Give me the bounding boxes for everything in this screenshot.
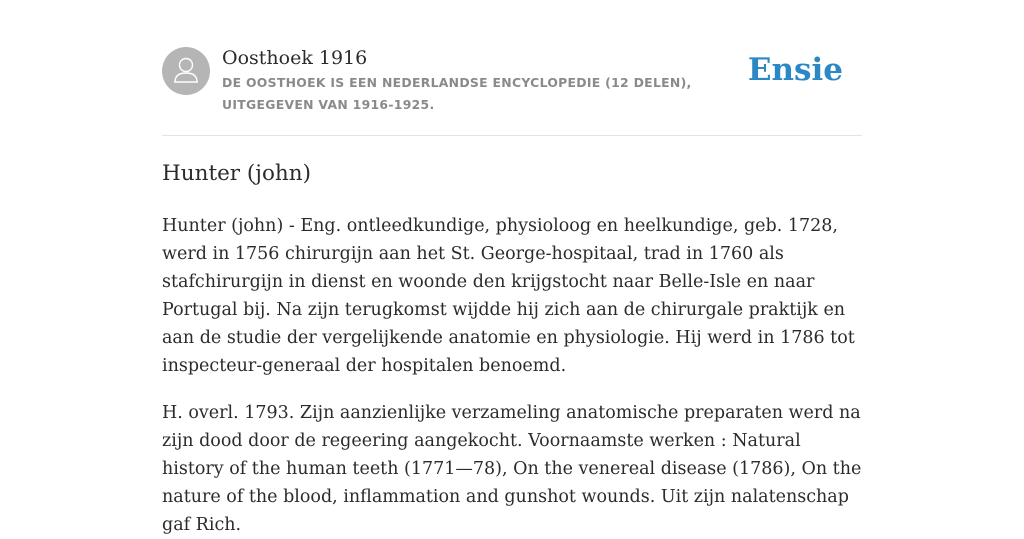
source-description: DE OOSTHOEK IS EEN NEDERLANDSE ENCYCLOPEDIE (12 DELEN), UITGEGEVEN VAN 1916-1925.: [222, 75, 692, 112]
entry-paragraph-2: H. overl. 1793. Zijn aanzienlijke verzameling anatomische preparaten werd na zijn dood door de regeering aangekocht. Voornaamste werken : Natural history of the human teeth (1771—78), On the venereal disease (1786), On the nature of the blood, inflammation and gunshot wounds. Uit zijn nalatenschap gaf Rich.: [162, 403, 862, 535]
entry-title: Hunter (john): [162, 161, 311, 186]
entry-paragraph-1: Hunter (john) - Eng. ontleedkundige, physioloog en heelkundige, geb. 1728, werd in 1756 chirurgijn aan het St. George-hospitaal, trad in 1760 als stafchirurgijn in dienst en woonde den krijgstocht naar Belle-Isle en naar Portugal bij. Na zijn terugkomst wijdde hij zich aan de chirurgale praktijk en aan de studie der vergelijkende anatomie en physiologie. Hij werd in 1786 tot inspecteur-generaal der hospitalen benoemd.: [162, 216, 855, 376]
header-divider: [162, 135, 862, 136]
source-name-link[interactable]: Oosthoek 1916: [222, 47, 368, 69]
user-avatar-icon[interactable]: [162, 47, 210, 95]
source-header: [162, 46, 862, 116]
ensie-logo[interactable]: Ensie: [747, 52, 843, 88]
user-silhouette-icon: [162, 47, 210, 95]
